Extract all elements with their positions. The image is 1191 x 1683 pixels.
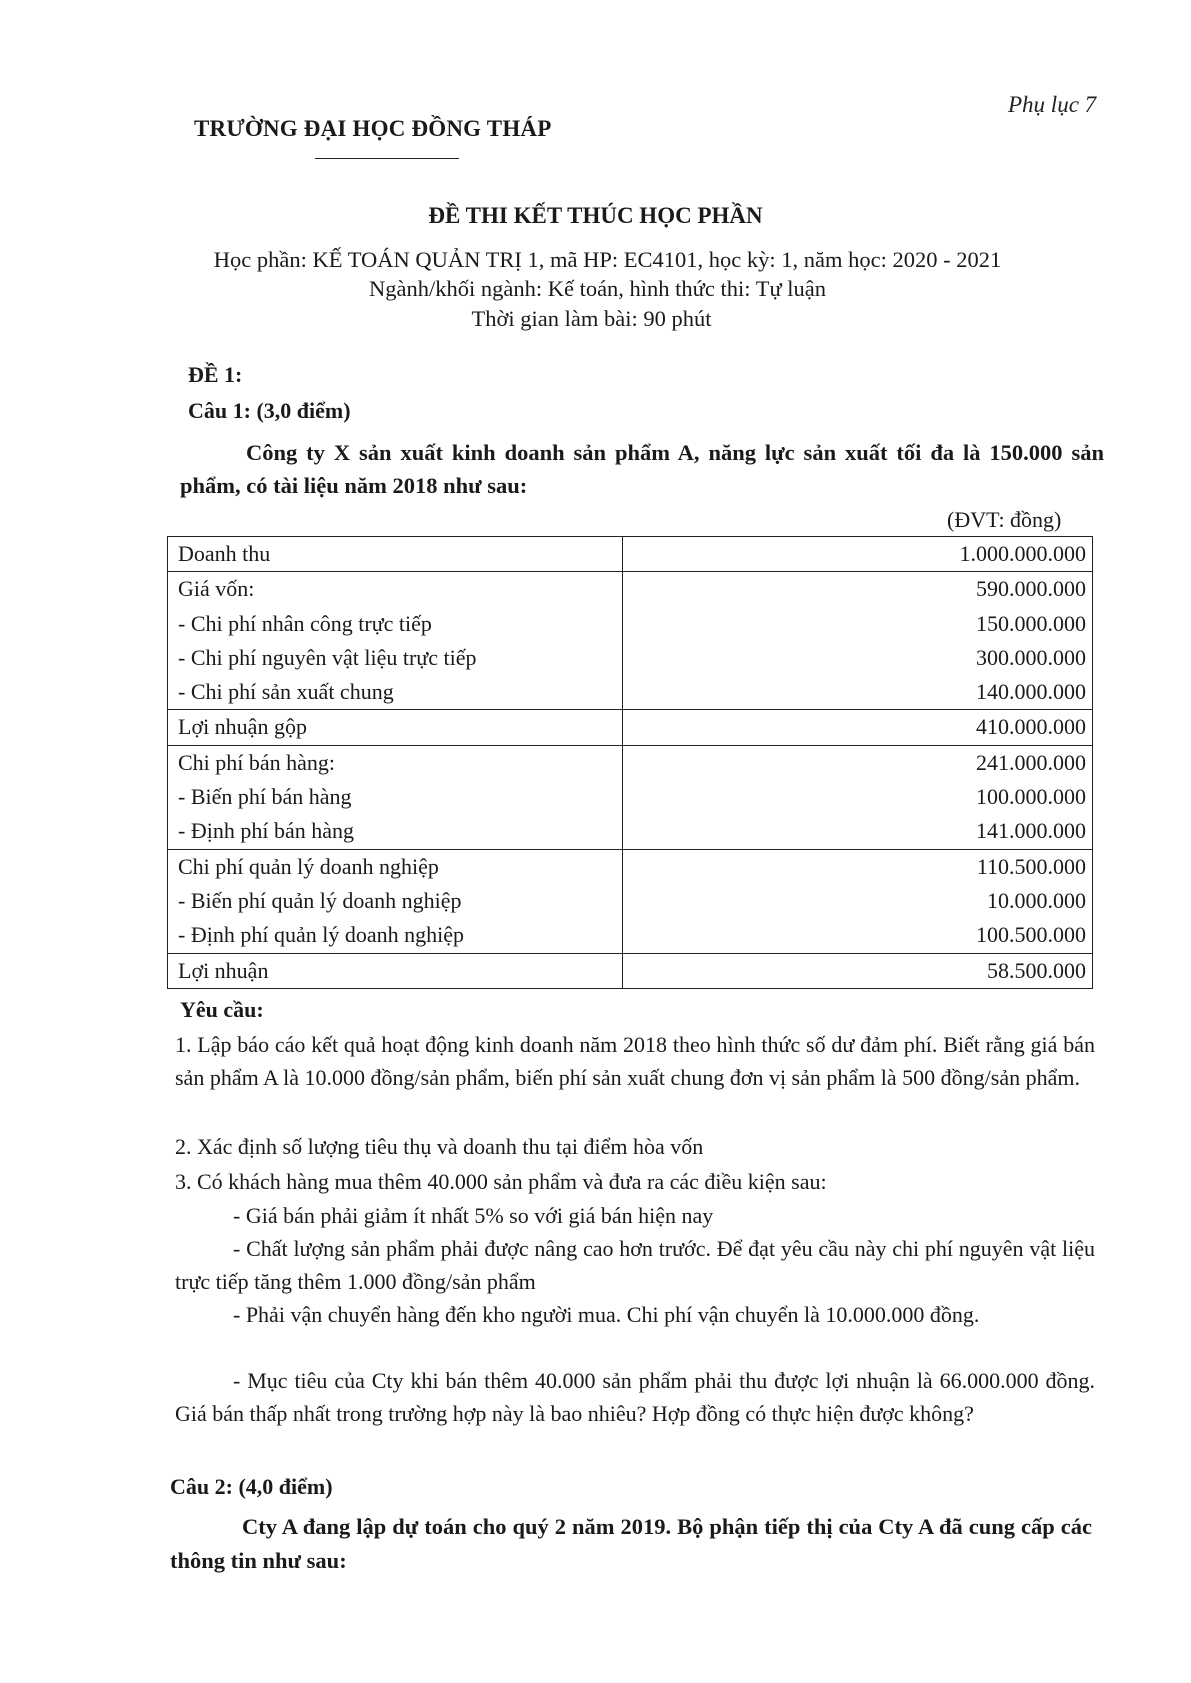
condition-4-text: - Mục tiêu của Cty khi bán thêm 40.000 sản phẩm phải thu được lợi nhuận là 66.000.000 đồng. Giá bán thấp nhất trong trường hợp này là bao nhiêu? Hợp đồng có thực hiện được không? (175, 1368, 1095, 1426)
table-row (168, 710, 1093, 745)
table-row (168, 641, 1093, 675)
row-label: - Chi phí nhân công trực tiếp (168, 607, 623, 641)
table-row (168, 884, 1093, 918)
row-value: 1.000.000.000 (623, 537, 1093, 572)
requirement-2: 2. Xác định số lượng tiêu thụ và doanh thu tại điểm hòa vốn (175, 1134, 704, 1159)
row-value: 241.000.000 (623, 745, 1093, 780)
question-2-intro-text: Cty A đang lập dự toán cho quý 2 năm 2019. Bộ phận tiếp thị của Cty A đã cung cấp các thông tin như sau: (170, 1514, 1092, 1573)
table-row (168, 918, 1093, 953)
unit-label: (ĐVT: đồng) (947, 507, 1062, 532)
financial-table (167, 536, 1093, 989)
row-label: - Chi phí sản xuất chung (168, 675, 623, 710)
question-2-intro (170, 1510, 1092, 1578)
row-label: - Biến phí bán hàng (168, 780, 623, 814)
row-label: - Chi phí nguyên vật liệu trực tiếp (168, 641, 623, 675)
time-info: Thời gian làm bài: 90 phút (471, 306, 712, 331)
requirement-1: 1. Lập báo cáo kết quả hoạt động kinh doanh năm 2018 theo hình thức số dư đảm phí. Biết rằng giá bán sản phẩm A là 10.000 đồng/sản phẩm, biến phí sản xuất chung đơn vị sản phẩm là 500 đồng/sản phẩm. (175, 1032, 1095, 1090)
condition-4 (175, 1364, 1095, 1430)
question-1-title: Câu 1: (3,0 điểm) (188, 398, 351, 423)
table-row (168, 675, 1093, 710)
school-name: TRƯỜNG ĐẠI HỌC ĐỒNG THÁP (194, 116, 552, 141)
exam-title: ĐỀ THI KẾT THÚC HỌC PHẦN (428, 203, 763, 228)
course-info: Học phần: KẾ TOÁN QUẢN TRỊ 1, mã HP: EC4101, học kỳ: 1, năm học: 2020 - 2021 (213, 247, 1002, 272)
requirements-title: Yêu cầu: (180, 997, 264, 1022)
table-row (168, 537, 1093, 572)
row-value: 110.500.000 (623, 849, 1093, 884)
exam-version: ĐỀ 1: (188, 362, 243, 387)
row-label: Doanh thu (168, 537, 623, 572)
table-row (168, 745, 1093, 780)
table-row (168, 849, 1093, 884)
condition-1-text: - Giá bán phải giảm ít nhất 5% so với giá bán hiện nay (233, 1203, 714, 1228)
row-value: 100.000.000 (623, 780, 1093, 814)
condition-1 (175, 1199, 1095, 1232)
major-info: Ngành/khối ngành: Kế toán, hình thức thi: Tự luận (368, 276, 827, 301)
appendix-label: Phụ lục 7 (1008, 92, 1097, 117)
condition-3-text: - Phải vận chuyển hàng đến kho người mua. Chi phí vận chuyển là 10.000.000 đồng. (233, 1302, 980, 1327)
row-label: - Biến phí quản lý doanh nghiệp (168, 884, 623, 918)
table-row (168, 572, 1093, 607)
row-label: - Định phí bán hàng (168, 814, 623, 849)
row-value: 150.000.000 (623, 607, 1093, 641)
row-label: Chi phí bán hàng: (168, 745, 623, 780)
row-value: 141.000.000 (623, 814, 1093, 849)
question-2-title: Câu 2: (4,0 điểm) (170, 1474, 333, 1499)
row-value: 10.000.000 (623, 884, 1093, 918)
condition-3 (175, 1298, 1095, 1331)
row-value: 100.500.000 (623, 918, 1093, 953)
condition-2-text: - Chất lượng sản phẩm phải được nâng cao hơn trước. Để đạt yêu cầu này chi phí nguyên vật liệu trực tiếp tăng thêm 1.000 đồng/sản phẩm (175, 1236, 1095, 1294)
row-value: 590.000.000 (623, 572, 1093, 607)
school-underline (315, 158, 459, 159)
table-row (168, 780, 1093, 814)
question-1-intro-text: Công ty X sản xuất kinh doanh sản phẩm A, năng lực sản xuất tối đa là 150.000 sản phẩm, có tài liệu năm 2018 như sau: (180, 440, 1104, 498)
row-label: Lợi nhuận gộp (168, 710, 623, 745)
row-value: 58.500.000 (623, 953, 1093, 988)
table-row (168, 814, 1093, 849)
table-row (168, 607, 1093, 641)
requirement-3: 3. Có khách hàng mua thêm 40.000 sản phẩm và đưa ra các điều kiện sau: (175, 1169, 827, 1194)
row-value: 140.000.000 (623, 675, 1093, 710)
table-row (168, 953, 1093, 988)
row-label: Giá vốn: (168, 572, 623, 607)
question-1-intro (180, 436, 1104, 502)
row-label: Lợi nhuận (168, 953, 623, 988)
row-label: Chi phí quản lý doanh nghiệp (168, 849, 623, 884)
row-value: 300.000.000 (623, 641, 1093, 675)
row-value: 410.000.000 (623, 710, 1093, 745)
condition-2 (175, 1232, 1095, 1298)
row-label: - Định phí quản lý doanh nghiệp (168, 918, 623, 953)
